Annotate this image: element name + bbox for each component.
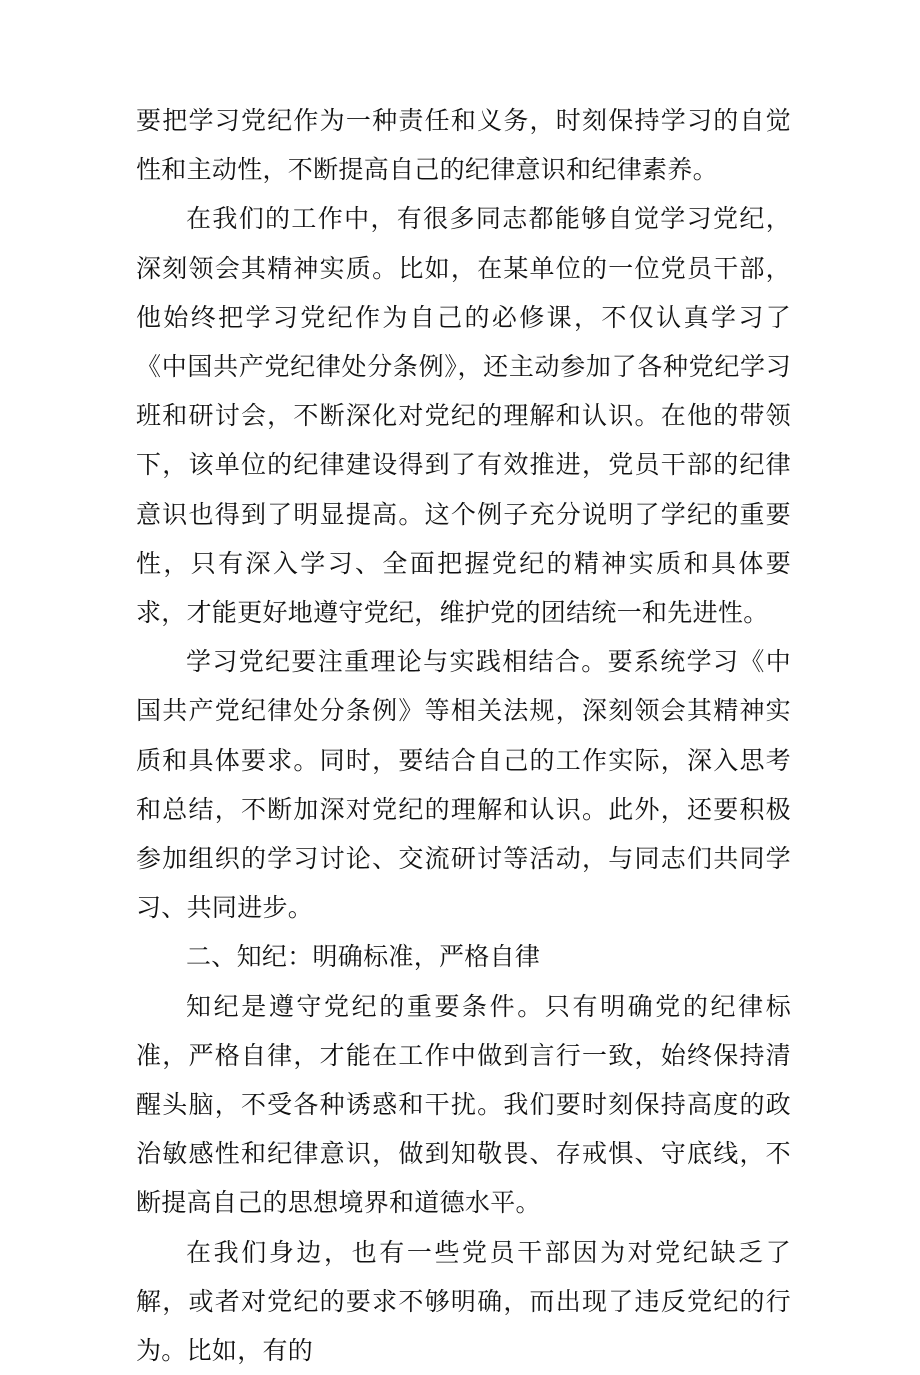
section-heading: 二、知纪：明确标准，严格自律: [186, 942, 541, 972]
paragraph-continuation: 要把学习党纪作为一种责任和义务，时刻保持学习的自觉性和主动性，不断提高自己的纪律意识和纪律素养。: [136, 106, 791, 185]
paragraph-theory-practice: 学习党纪要注重理论与实践相结合。要系统学习《中国共产党纪律处分条例》等相关法规，深刻领会其精神实质和具体要求。同时，要结合自己的工作实际，深入思考和总结，不断加深对党纪的理解和认识。此外，还要积极参加组织的学习讨论、交流研讨等活动，与同志们共同学习、共同进步。: [136, 647, 791, 923]
paragraph-example-cadre: 在我们的工作中，有很多同志都能够自觉学习党纪，深刻领会其精神实质。比如，在某单位的一位党员干部，他始终把学习党纪作为自己的必修课，不仅认真学习了《中国共产党纪律处分条例》，还主动参加了各种党纪学习班和研讨会，不断深化对党纪的理解和认识。在他的带领下，该单位的纪律建设得到了有效推进，党员干部的纪律意识也得到了明显提高。这个例子充分说明了学纪的重要性，只有深入学习、全面把握党纪的精神实质和具体要求，才能更好地遵守党纪，维护党的团结统一和先进性。: [136, 204, 791, 628]
paragraph-know-discipline: 知纪是遵守党纪的重要条件。只有明确党的纪律标准，严格自律，才能在工作中做到言行一致，始终保持清醒头脑，不受各种诱惑和干扰。我们要时刻保持高度的政治敏感性和纪律意识，做到知敬畏、存戒惧、守底线，不断提高自己的思想境界和道德水平。: [136, 991, 791, 1218]
paragraph-violations: 在我们身边，也有一些党员干部因为对党纪缺乏了解，或者对党纪的要求不够明确，而出现了违反党纪的行为。比如，有的: [136, 1237, 791, 1366]
document-body: [136, 96, 791, 1375]
